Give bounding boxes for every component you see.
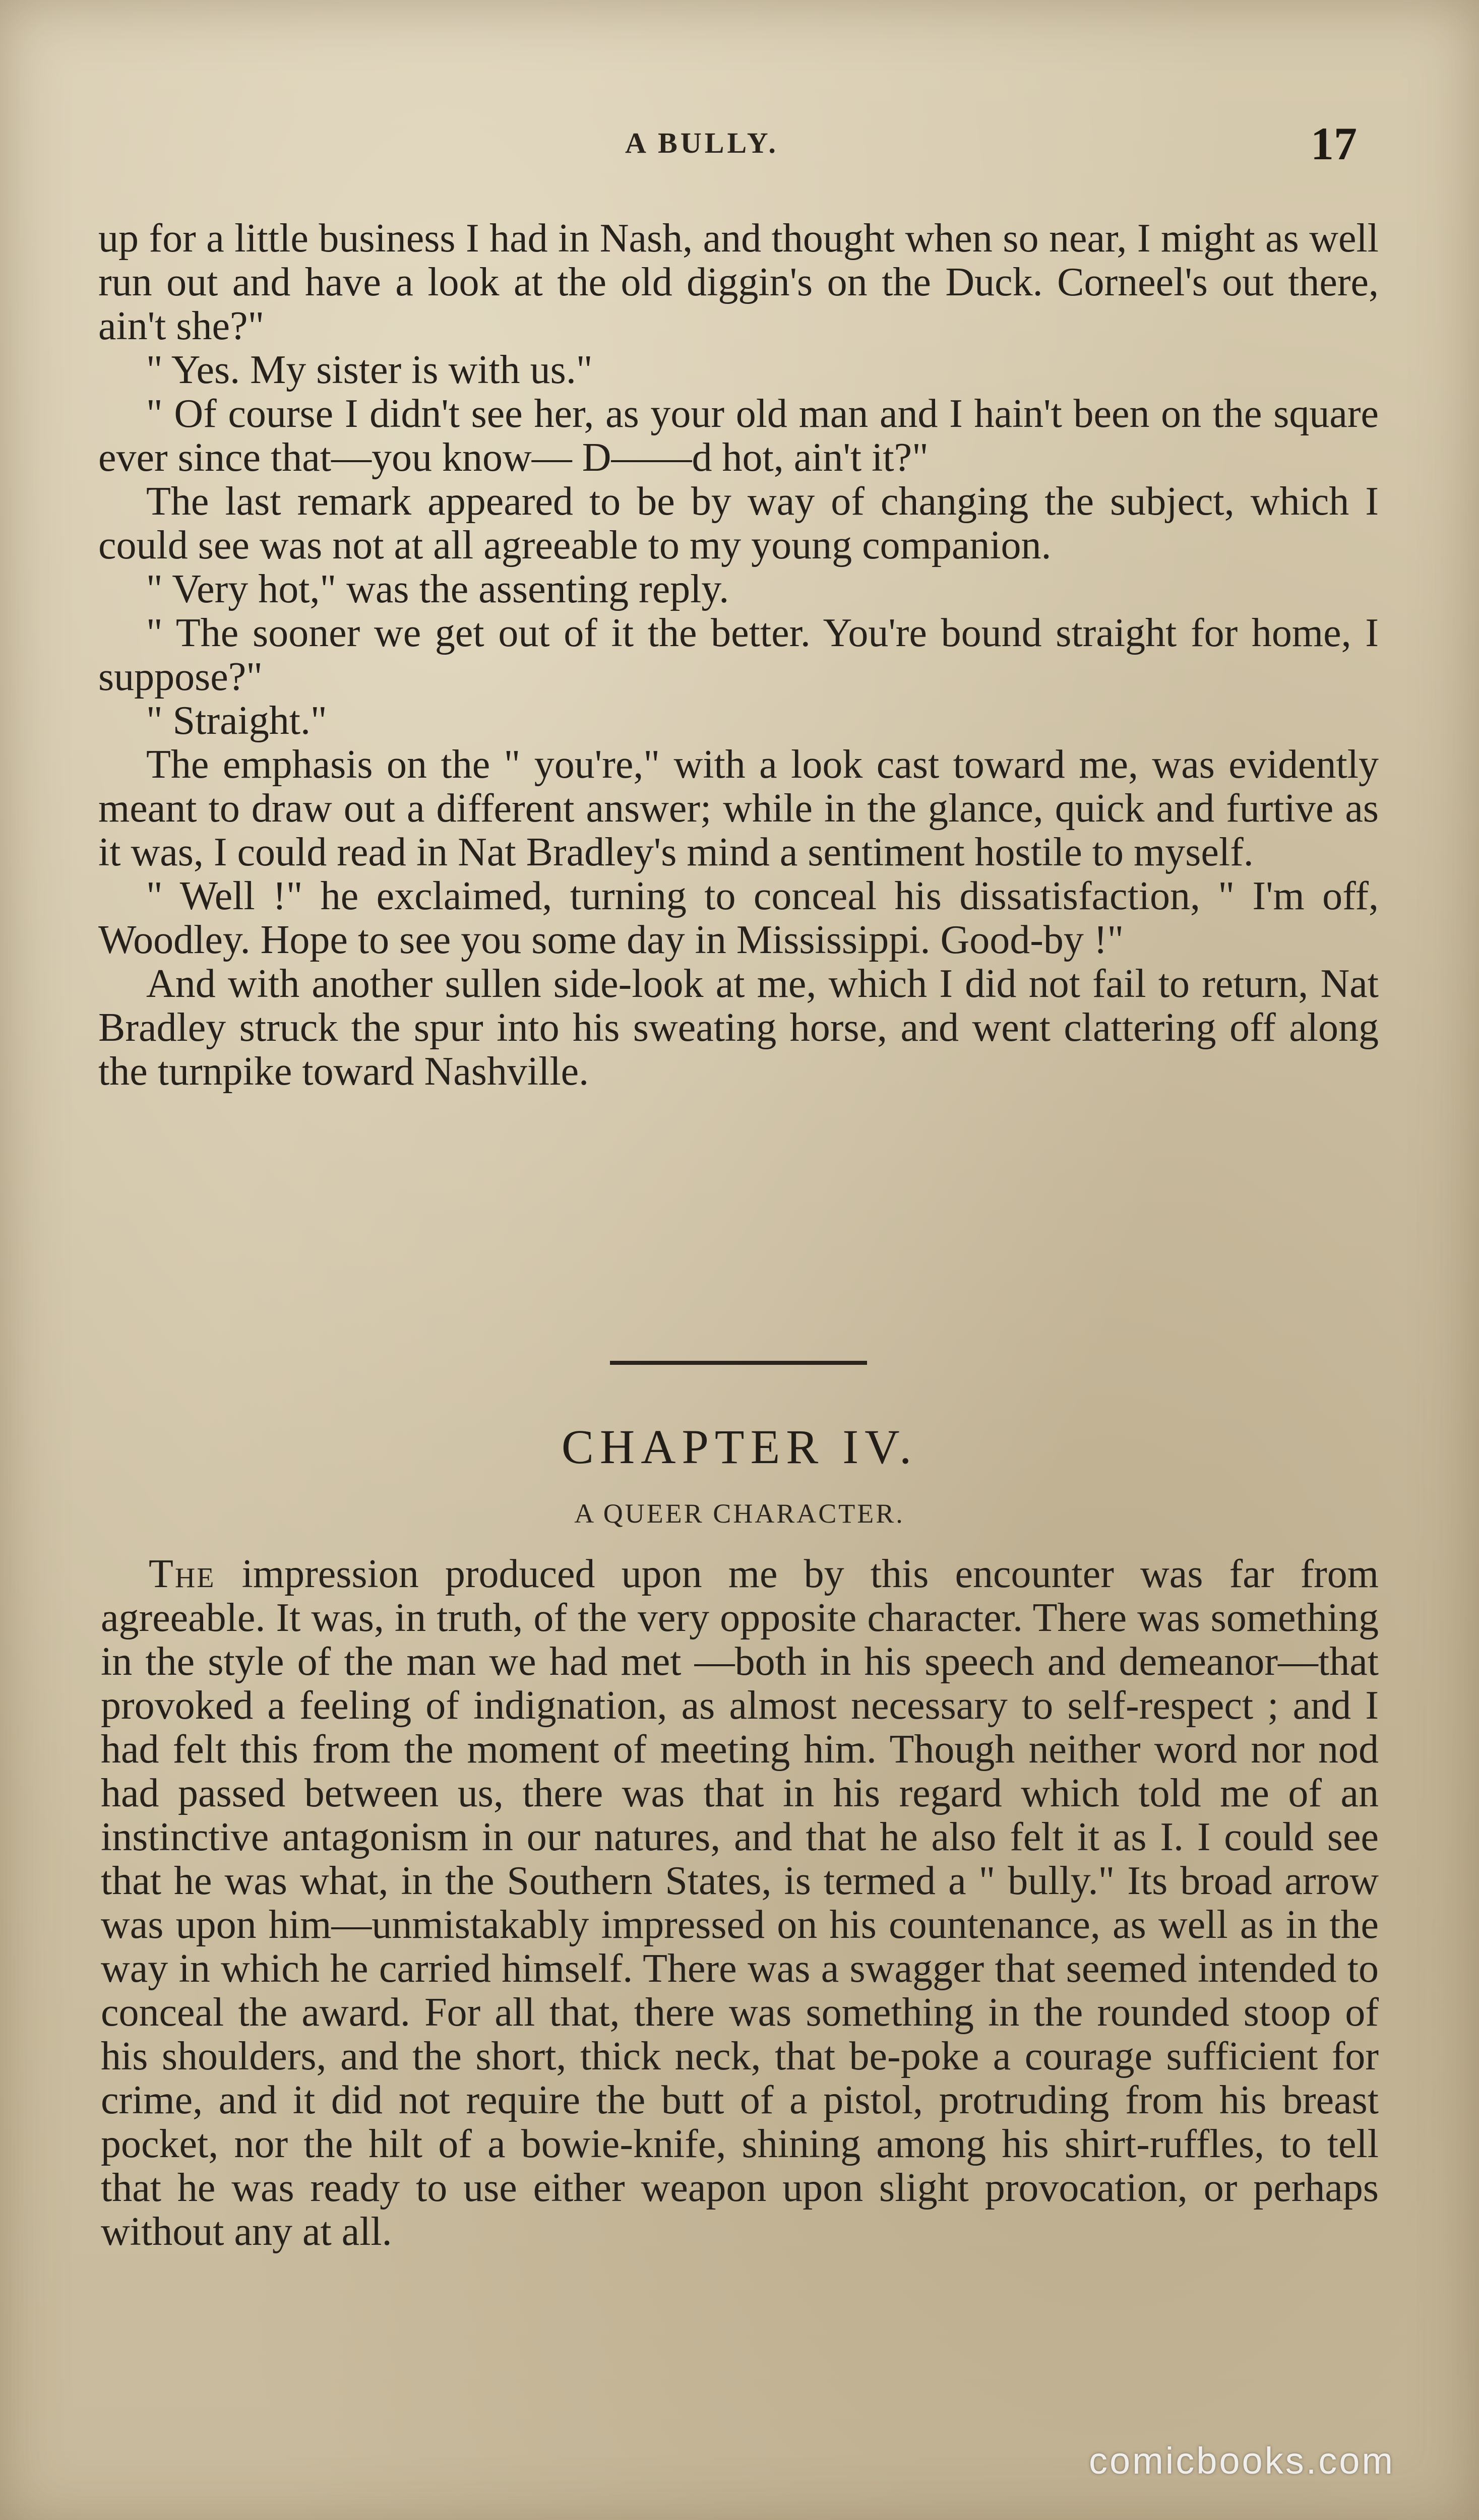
chapter-first-word: The: [149, 1552, 216, 1596]
watermark: comicbooks.com: [1089, 2440, 1395, 2482]
paragraph: " Yes. My sister is with us.": [146, 348, 593, 392]
chapter-opening-paragraph: [101, 1552, 1379, 2254]
chapter-subtitle: A QUEER CHARACTER.: [574, 1498, 905, 1529]
chapter-heading: CHAPTER IV.: [561, 1420, 918, 1474]
chapter-body: [101, 1552, 1379, 2254]
body-text: [98, 217, 1379, 1094]
chapter-paragraph-text: impression produced upon me by this encounter was far from agreeable. It was, in truth, of the very opposite character. There was something in the style of the man we had met —both in his speech and demeanor—that provoked a feeling of indignation, as almost necessary to self-respect ; and I had felt this from the moment of meeting him. Though neither word nor nod had passed between us, there was that in his regard which told me of an instinctive antagonism in our natures, and that he also felt it as I. I could see that he was what, in the Southern States, is termed a " bully." Its broad arrow was upon him—unmistakably impressed on his countenance, as well as in the way in which he carried himself. There was a swagger that seemed intended to conceal the award. For all that, there was something in the rounded stoop of his shoulders, and the short, thick neck, that be-poke a courage sufficient for crime, and it did not require the butt of a pistol, protruding from his breast pocket, nor the hilt of a bowie-knife, shining among his shirt-ruffles, to tell that he was ready to use either weapon upon slight provocation, or perhaps without any at all.: [101, 1552, 1379, 2254]
paragraph: " Of course I didn't see her, as your old man and I hain't been on the square ever since that—you know— D——d hot, ain't it?": [98, 392, 1379, 480]
paragraph: " Well !" he exclaimed, turning to conceal his dissatisfaction, " I'm off, Woodley. Hope to see you some day in Mississippi. Good-by !": [98, 874, 1379, 962]
paragraph: The last remark appeared to be by way of changing the subject, which I could see was not at all agreeable to my young companion.: [98, 479, 1379, 568]
paragraph-continued: up for a little business I had in Nash, and thought when so near, I might as well run out and have a look at the old diggin's on the Duck. Corneel's out there, ain't she?": [98, 216, 1379, 348]
running-head: A BULLY.: [625, 127, 779, 159]
paragraph: " The sooner we get out of it the better. You're bound straight for home, I suppose?": [98, 611, 1379, 699]
section-divider: [610, 1361, 867, 1365]
paragraph: " Very hot," was the assenting reply.: [146, 567, 729, 611]
paragraph: " Straight.": [146, 699, 327, 743]
paragraph: And with another sullen side-look at me, which I did not fail to return, Nat Bradley struck the spur into his sweating horse, and went clattering off along the turnpike toward Nashville.: [98, 962, 1379, 1094]
page-number: 17: [1311, 118, 1357, 169]
paragraph: The emphasis on the " you're," with a look cast toward me, was evidently meant to draw out a different answer; while in the glance, quick and furtive as it was, I could read in Nat Bradley's mind a sentiment hostile to myself.: [98, 742, 1379, 874]
